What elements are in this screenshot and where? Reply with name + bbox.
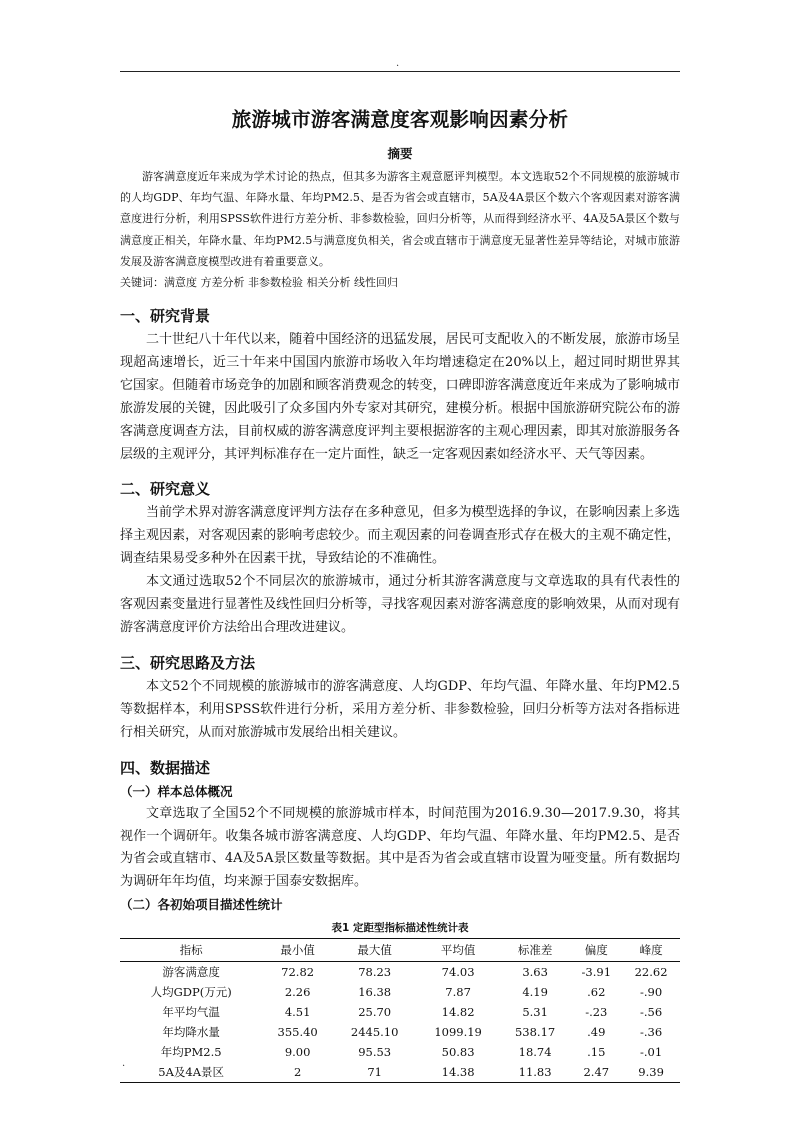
table-cell: 游客满意度: [162, 965, 220, 980]
section-heading-method: 三、研究思路及方法: [120, 653, 256, 672]
paragraph-method: 本文52个不同规模的旅游城市的游客满意度、人均GDP、年均气温、年降水量、年均PM2.5等数据样本，利用SPSS软件进行分析，采用方差分析、非参数检验，回归分析等方法对各指标进行相关研究，从而对旅游城市发展给出相关建议。: [120, 678, 680, 740]
table-cell: 74.03: [441, 965, 475, 980]
table-cell: 5.31: [522, 1005, 548, 1020]
table-cell: .49: [587, 1025, 606, 1040]
header-cell: 峰度: [639, 943, 663, 958]
table-cell: 14.38: [441, 1065, 475, 1080]
table-cell: 5A及4A景区: [158, 1065, 225, 1080]
table-row: [120, 1022, 680, 1042]
header-mark: .: [396, 58, 400, 69]
table-cell: 22.62: [634, 965, 668, 980]
abstract-text: 游客满意度近年来成为学术讨论的热点，但其多为游客主观意愿评判模型。本文选取52个不同规模的旅游城市的人均GDP、年均气温、年降水量、年均PM2.5、是否为省会或直辖市，5A及4A景区个数六个客观因素对游客满意度进行分析，利用SPSS软件进行方差分析、非参数检验，回归分析等，从而得到经济水平、4A及5A景区个数与满意度正相关，年降水量、年均PM2.5与满意度负相关，省会或直辖市于满意度无显著性差异等结论，对城市旅游发展及游客满意度模型改进有着重要意义。: [120, 170, 680, 268]
table-cell: 11.83: [518, 1065, 552, 1080]
keywords: 关键词：满意度 方差分析 非参数检验 相关分析 线性回归: [120, 276, 398, 290]
table-cell: 1099.19: [434, 1025, 482, 1040]
table-cell: -.01: [639, 1045, 663, 1060]
document-page: [120, 100, 680, 1083]
header-rule: [120, 71, 680, 72]
table-cell: 4.51: [284, 1005, 311, 1020]
header-cell: 最小值: [280, 943, 315, 958]
table-cell: 9.39: [638, 1065, 664, 1080]
table-cell: 538.17: [514, 1025, 556, 1040]
table-caption: 表1 定距型指标描述性统计表: [331, 922, 469, 935]
subsection-heading-overview: （一）样本总体概况: [120, 783, 233, 799]
table-cell: 355.40: [277, 1025, 318, 1040]
section-heading-background: 一、研究背景: [120, 307, 211, 326]
table-cell: 71: [367, 1065, 382, 1080]
paragraph-background: 二十世纪八十年代以来，随着中国经济的迅猛发展，居民可支配收入的不断发展，旅游市场呈现超高速增长，近三十年来中国国内旅游市场收入年均增速稳定在20%以上，超过同时期世界其它国家。但随着市场竞争的加剧和顾客消费观念的转变，口碑即游客满意度近年来成为了影响城市旅游发展的关键，因此吸引了众多国内外专家对其研究，建模分析。根据中国旅游研究院公布的游客满意度调查方法，目前权威的游客满意度评判主要根据游客的主观心理因素，即其对旅游服务各层级的主观评分，其评判标准存在一定片面性，缺乏一定客观因素如经济水平、天气等因素。: [120, 332, 680, 462]
table-cell: 4.19: [522, 985, 548, 1000]
table-cell: 78.23: [358, 965, 392, 980]
paragraph-overview: 文章选取了全国52个不同规模的旅游城市样本，时间范围为2016.9.30—2017.9.30，将其视作一个调研年。收集各城市游客满意度、人均GDP、年均气温、年降水量、年均PM2.5、是否为省会或直辖市、4A及5A景区数量等数据。其中是否为省会或直辖市设置为哑变量。所有数据均为调研年年均值，均来源于国泰安数据库。: [120, 805, 680, 890]
table-cell: 16.38: [358, 985, 392, 1000]
table-cell: 9.00: [284, 1045, 311, 1060]
table-cell: -.23: [585, 1005, 608, 1020]
table-cell: 年均降水量: [162, 1025, 220, 1040]
table-cell: -.90: [639, 985, 663, 1000]
table-row: [120, 1042, 680, 1062]
paragraph-significance-1: 当前学术界对游客满意度评判方法存在多种意见，但多为模型选择的争议，在影响因素上多选择主观因素，对客观因素的影响考虑较少。而主观因素的问卷调查形式存在极大的主观不确定性，调查结果易受多种外在因素干扰，导致结论的不准确性。: [120, 505, 680, 567]
table-row: [120, 982, 680, 1002]
table-cell: -3.91: [581, 965, 612, 980]
table-cell: 人均GDP(万元): [150, 985, 232, 1000]
table-cell: 72.82: [281, 965, 315, 980]
table-cell: 25.70: [358, 1005, 392, 1020]
table-row: [120, 1062, 680, 1083]
table-cell: 2: [293, 1065, 302, 1080]
subsection-heading-statistics: （二）各初始项目描述性统计: [120, 897, 283, 913]
table-cell: .15: [587, 1045, 606, 1060]
table-cell: 2.26: [284, 985, 311, 1000]
table-row: [120, 962, 680, 983]
paragraph-significance-2: 本文通过选取52个不同层次的旅游城市，通过分析其游客满意度与文章选取的具有代表性的客观因素变量进行显著性及线性回归分析等，寻找客观因素对游客满意度的影响效果，从而对现有游客满意度评价方法给出合理改进建议。: [120, 574, 680, 635]
abstract-heading: 摘要: [387, 146, 413, 161]
header-cell: 平均值: [440, 943, 476, 958]
header-cell: 指标: [179, 943, 203, 958]
table-cell: -.56: [639, 1005, 663, 1020]
header-cell: 偏度: [584, 943, 608, 958]
table-cell: 3.63: [522, 965, 548, 980]
table-cell: 年平均气温: [162, 1005, 220, 1020]
header-cell: 最大值: [357, 943, 392, 958]
table-header-row: [120, 939, 680, 962]
table-cell: 14.82: [441, 1005, 475, 1020]
header-cell: 标准差: [517, 943, 553, 958]
table-cell: .62: [587, 985, 606, 1000]
table-cell: 7.87: [445, 985, 471, 1000]
table-cell: 50.83: [441, 1045, 475, 1060]
table-cell: 18.74: [518, 1045, 552, 1060]
footer-mark: .: [122, 1058, 126, 1069]
table-cell: 95.53: [358, 1045, 392, 1060]
section-heading-data: 四、数据描述: [120, 758, 211, 777]
section-heading-significance: 二、研究意义: [120, 480, 211, 499]
table-cell: 年均PM2.5: [160, 1045, 222, 1060]
paper-title: 旅游城市游客满意度客观影响因素分析: [231, 108, 569, 131]
table-cell: 2.47: [583, 1065, 610, 1080]
table-row: [120, 1002, 680, 1022]
table-cell: 2445.10: [350, 1025, 399, 1040]
stats-table: [120, 938, 680, 1083]
table-cell: -.36: [639, 1025, 663, 1040]
